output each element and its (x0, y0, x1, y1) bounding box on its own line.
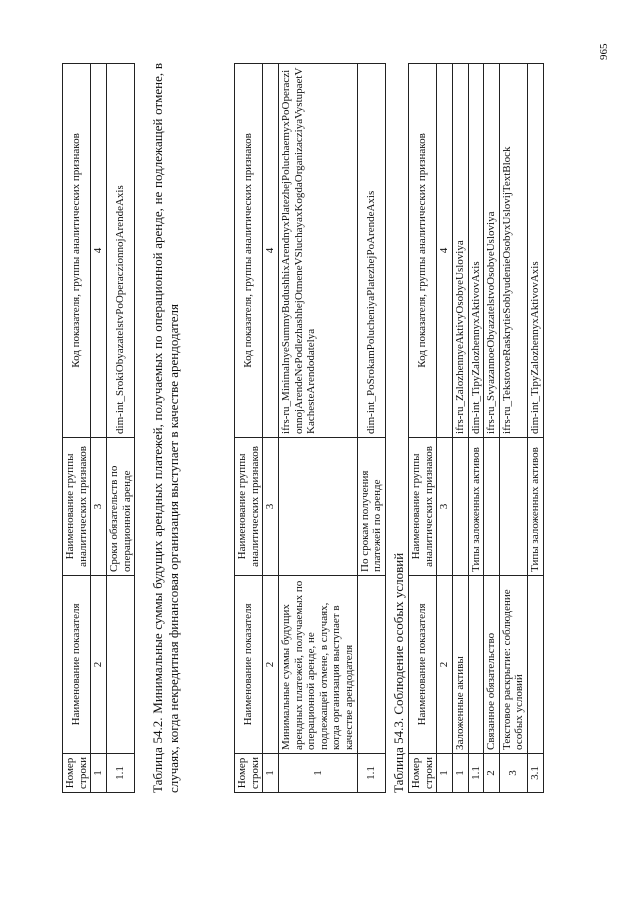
code-cell: dim-int_SrokiObyazatelstvPoOperaczionnojArendeAxis (106, 64, 134, 438)
column-number-cell: 2 (263, 575, 279, 753)
table-row (499, 64, 527, 793)
indicator-name-cell: Минимальные суммы будущих арендных платежей, получаемых по операционной аренде, не подлежащей отмене, в случаях, когда организация выступает в качестве арендодателя (278, 575, 357, 753)
table-header-row (235, 64, 263, 793)
indicator-name-cell: Связанное обязательство (484, 575, 500, 753)
code-cell: ifrs-ru_MinimalnyeSummyBudushhixArendnyxPlatezhejPoluchaemyxPoOperaczionnojArendeNePodlezhashhejOtmeneVSluchayaxKogdaOrganizacziyaVystupaetVKachesteArendodatelya (278, 64, 357, 438)
table-header-row (63, 64, 91, 793)
column-number-cell: 3 (91, 437, 107, 575)
page-number: 965 (598, 43, 610, 60)
header-cell-row-number: Номер строки (409, 753, 437, 792)
code-cell: ifrs-ru_SvyazannoeObyazatelstvoOsobyeUsloviya (484, 64, 500, 438)
table-row (528, 64, 544, 793)
code-cell: dim-int_TipyZalozhennyxAktivovAxis (528, 64, 544, 438)
table-row (106, 64, 134, 793)
table-row (278, 64, 357, 793)
column-number-cell: 1 (91, 753, 107, 792)
group-name-cell (278, 437, 357, 575)
group-name-cell (484, 437, 500, 575)
indicator-name-cell (106, 575, 134, 753)
row-number-cell: 1.1 (357, 753, 385, 792)
group-name-cell: Сроки обязательств по операционной аренде (106, 437, 134, 575)
header-cell-indicator-name: Наименование показателя (63, 575, 91, 753)
group-name-cell (452, 437, 468, 575)
table-54-3 (408, 63, 544, 793)
code-cell: dim-int_TipyZalozhennyxAktivovAxis (468, 64, 484, 438)
table-row (468, 64, 484, 793)
code-cell: dim-int_PoSrokamPolucheniyaPlatezhejPoArendeAxis (357, 64, 385, 438)
header-cell-indicator-name: Наименование показателя (409, 575, 437, 753)
row-number-cell: 3.1 (528, 753, 544, 792)
header-cell-code: Код показателя, группы аналитических признаков (235, 64, 263, 438)
column-number-cell: 1 (263, 753, 279, 792)
header-cell-indicator-name: Наименование показателя (235, 575, 263, 753)
group-name-cell (499, 437, 527, 575)
indicator-name-cell: Заложенные активы (452, 575, 468, 753)
column-number-cell: 4 (91, 64, 107, 438)
row-number-cell: 1.1 (468, 753, 484, 792)
row-number-cell: 1 (452, 753, 468, 792)
table-header-row (409, 64, 437, 793)
column-number-cell: 1 (437, 753, 453, 792)
header-cell-row-number: Номер строки (235, 753, 263, 792)
table-54-2 (234, 63, 386, 793)
column-number-cell: 4 (263, 64, 279, 438)
code-cell: ifrs-ru_ZalozhennyeAktivyOsobyeUsloviya (452, 64, 468, 438)
indicator-name-cell: Текстовое раскрытие: соблюдение особых условий (499, 575, 527, 753)
header-cell-group-name: Наименование группы аналитических признаков (409, 437, 437, 575)
header-cell-row-number: Номер строки (63, 753, 91, 792)
column-number-cell: 2 (437, 575, 453, 753)
header-cell-code: Код показателя, группы аналитических признаков (63, 64, 91, 438)
table-row (484, 64, 500, 793)
column-number-cell: 3 (437, 437, 453, 575)
header-cell-code: Код показателя, группы аналитических признаков (409, 64, 437, 438)
table-row (452, 64, 468, 793)
row-number-cell: 2 (484, 753, 500, 792)
row-number-cell: 3 (499, 753, 527, 792)
table-54-1 (62, 63, 135, 793)
group-name-cell: По срокам получения платежей по аренде (357, 437, 385, 575)
header-cell-group-name: Наименование группы аналитических признаков (235, 437, 263, 575)
indicator-name-cell (357, 575, 385, 753)
row-number-cell: 1.1 (106, 753, 134, 792)
group-name-cell: Типы заложенных активов (468, 437, 484, 575)
column-number-row (91, 64, 107, 793)
code-cell: ifrs-ru_TekstovoeRaskrytieSoblyudenieOsobyxUslovijTextBlock (499, 64, 527, 438)
column-number-cell: 3 (263, 437, 279, 575)
column-number-row (437, 64, 453, 793)
indicator-name-cell (528, 575, 544, 753)
column-number-cell: 4 (437, 64, 453, 438)
column-number-cell: 2 (91, 575, 107, 753)
table-row (357, 64, 385, 793)
indicator-name-cell (468, 575, 484, 753)
table-54-2-caption: Таблица 54.2. Минимальные суммы будущих арендных платежей, получаемых по операционной аренде, не подлежащей отмене, в случаях, когда некредитная финансовая организация выступает в качестве арендодателя (150, 63, 181, 793)
table-54-3-caption: Таблица 54.3. Соблюдение особых условий (391, 552, 406, 793)
group-name-cell: Типы заложенных активов (528, 437, 544, 575)
row-number-cell: 1 (278, 753, 357, 792)
column-number-row (263, 64, 279, 793)
header-cell-group-name: Наименование группы аналитических признаков (63, 437, 91, 575)
